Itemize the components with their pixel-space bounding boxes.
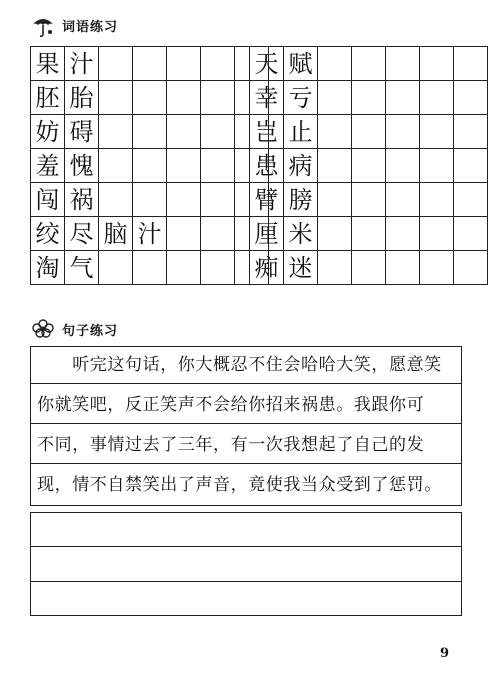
blank-practice-cell[interactable] bbox=[420, 149, 454, 183]
blank-practice-cell[interactable] bbox=[386, 115, 420, 149]
vocab-row bbox=[250, 217, 488, 251]
vocab-character-cell: 妨 bbox=[31, 115, 65, 149]
blank-practice-cell[interactable] bbox=[201, 115, 235, 149]
blank-practice-cell[interactable] bbox=[99, 81, 133, 115]
vocab-section-title: 词语练习 bbox=[62, 19, 119, 35]
sentence-line: 不同，事情过去了三年，有一次我想起了自己的发 bbox=[31, 427, 461, 464]
vocab-character-cell: 淘 bbox=[31, 251, 65, 285]
vocab-row bbox=[250, 183, 488, 217]
blank-practice-cell[interactable] bbox=[167, 115, 201, 149]
blank-practice-cell[interactable] bbox=[420, 81, 454, 115]
blank-practice-cell[interactable] bbox=[318, 183, 352, 217]
vocab-section-header bbox=[30, 12, 118, 38]
blank-practice-cell[interactable] bbox=[420, 115, 454, 149]
vocab-character-cell: 痴 bbox=[250, 251, 284, 285]
vocab-character-cell: 赋 bbox=[284, 47, 318, 81]
vocab-character-cell: 碍 bbox=[65, 115, 99, 149]
vocab-row bbox=[31, 149, 269, 183]
blank-practice-cell[interactable] bbox=[352, 149, 386, 183]
vocab-character-cell: 迷 bbox=[284, 251, 318, 285]
blank-practice-cell[interactable] bbox=[318, 251, 352, 285]
vocab-character-cell: 幸 bbox=[250, 81, 284, 115]
blank-practice-cell[interactable] bbox=[318, 149, 352, 183]
vocab-character-cell: 病 bbox=[284, 149, 318, 183]
blank-practice-cell[interactable] bbox=[386, 47, 420, 81]
vocab-row bbox=[250, 81, 488, 115]
blank-practice-cell[interactable] bbox=[386, 81, 420, 115]
blank-practice-cell[interactable] bbox=[133, 183, 167, 217]
blank-practice-cell[interactable] bbox=[133, 47, 167, 81]
blank-practice-cell[interactable] bbox=[167, 81, 201, 115]
blank-practice-cell[interactable] bbox=[352, 47, 386, 81]
blank-practice-cell[interactable] bbox=[454, 47, 488, 81]
blank-practice-cell[interactable] bbox=[420, 47, 454, 81]
vocab-character-cell: 臂 bbox=[250, 183, 284, 217]
blank-practice-cell[interactable] bbox=[201, 149, 235, 183]
blank-practice-cell[interactable] bbox=[167, 217, 201, 251]
sentence-line: 你就笑吧，反正笑声不会给你招来祸患。我跟你可 bbox=[31, 387, 461, 424]
vocab-character-cell: 尽 bbox=[65, 217, 99, 251]
blank-practice-cell[interactable] bbox=[201, 251, 235, 285]
sentence-box bbox=[30, 346, 462, 506]
writing-practice-box[interactable] bbox=[30, 512, 462, 616]
vocab-row bbox=[31, 81, 269, 115]
blank-practice-cell[interactable] bbox=[318, 115, 352, 149]
vocab-character-cell: 亏 bbox=[284, 81, 318, 115]
vocab-character-cell: 天 bbox=[250, 47, 284, 81]
vocab-character-cell: 脑 bbox=[99, 217, 133, 251]
vocab-row bbox=[250, 47, 488, 81]
vocab-character-cell: 汁 bbox=[65, 47, 99, 81]
blank-practice-cell[interactable] bbox=[386, 183, 420, 217]
vocab-row bbox=[250, 149, 488, 183]
vocab-character-cell: 岂 bbox=[250, 115, 284, 149]
blank-practice-cell[interactable] bbox=[133, 251, 167, 285]
blank-practice-cell[interactable] bbox=[167, 47, 201, 81]
page-number: 9 bbox=[440, 646, 450, 661]
blank-practice-cell[interactable] bbox=[454, 251, 488, 285]
vocab-row bbox=[31, 115, 269, 149]
blank-practice-cell[interactable] bbox=[386, 149, 420, 183]
writing-line bbox=[31, 581, 461, 582]
vocab-grid-left bbox=[30, 46, 269, 285]
sentence-section-title: 句子练习 bbox=[62, 323, 119, 339]
blank-practice-cell[interactable] bbox=[352, 251, 386, 285]
vocab-character-cell: 止 bbox=[284, 115, 318, 149]
blank-practice-cell[interactable] bbox=[454, 149, 488, 183]
blank-practice-cell[interactable] bbox=[201, 217, 235, 251]
vocab-character-cell: 胚 bbox=[31, 81, 65, 115]
blank-practice-cell[interactable] bbox=[352, 115, 386, 149]
blank-practice-cell[interactable] bbox=[318, 217, 352, 251]
sentence-section-header bbox=[30, 316, 118, 342]
blank-practice-cell[interactable] bbox=[99, 115, 133, 149]
vocab-row bbox=[31, 183, 269, 217]
blank-practice-cell[interactable] bbox=[133, 149, 167, 183]
blank-practice-cell[interactable] bbox=[99, 47, 133, 81]
vocab-character-cell: 厘 bbox=[250, 217, 284, 251]
blank-practice-cell[interactable] bbox=[99, 183, 133, 217]
blank-practice-cell[interactable] bbox=[99, 149, 133, 183]
blank-practice-cell[interactable] bbox=[386, 217, 420, 251]
blank-practice-cell[interactable] bbox=[201, 81, 235, 115]
blank-practice-cell[interactable] bbox=[454, 81, 488, 115]
vocab-row bbox=[31, 217, 269, 251]
blank-practice-cell[interactable] bbox=[133, 115, 167, 149]
vocab-character-cell: 膀 bbox=[284, 183, 318, 217]
vocab-character-cell: 汁 bbox=[133, 217, 167, 251]
blank-practice-cell[interactable] bbox=[201, 47, 235, 81]
vocab-character-cell: 愧 bbox=[65, 149, 99, 183]
blank-practice-cell[interactable] bbox=[420, 217, 454, 251]
vocab-row bbox=[250, 251, 488, 285]
sentence-line: 听完这句话，你大概忍不住会哈哈大笑，愿意笑 bbox=[31, 347, 461, 384]
blank-practice-cell[interactable] bbox=[318, 47, 352, 81]
vocab-character-cell: 米 bbox=[284, 217, 318, 251]
blank-practice-cell[interactable] bbox=[386, 251, 420, 285]
blank-practice-cell[interactable] bbox=[318, 81, 352, 115]
vocab-character-cell: 气 bbox=[65, 251, 99, 285]
sentence-line: 现，情不自禁笑出了声音，竟使我当众受到了惩罚。 bbox=[37, 475, 442, 495]
blank-practice-cell[interactable] bbox=[167, 251, 201, 285]
blank-practice-cell[interactable] bbox=[201, 183, 235, 217]
vocab-row bbox=[250, 115, 488, 149]
vocab-grid-right bbox=[249, 46, 488, 285]
vocab-character-cell: 绞 bbox=[31, 217, 65, 251]
blank-practice-cell[interactable] bbox=[99, 251, 133, 285]
blank-practice-cell[interactable] bbox=[352, 81, 386, 115]
vocab-row bbox=[31, 251, 269, 285]
vocab-character-cell: 果 bbox=[31, 47, 65, 81]
umbrella-icon bbox=[30, 12, 56, 38]
blank-practice-cell[interactable] bbox=[454, 115, 488, 149]
vocab-character-cell: 胎 bbox=[65, 81, 99, 115]
vocab-character-cell: 患 bbox=[250, 149, 284, 183]
flower-icon bbox=[30, 316, 56, 342]
blank-practice-cell[interactable] bbox=[420, 251, 454, 285]
blank-practice-cell[interactable] bbox=[167, 183, 201, 217]
vocab-row bbox=[31, 47, 269, 81]
blank-practice-cell[interactable] bbox=[454, 183, 488, 217]
blank-practice-cell[interactable] bbox=[420, 183, 454, 217]
vocab-character-cell: 祸 bbox=[65, 183, 99, 217]
blank-practice-cell[interactable] bbox=[454, 217, 488, 251]
blank-practice-cell[interactable] bbox=[167, 149, 201, 183]
vocab-character-cell: 闯 bbox=[31, 183, 65, 217]
blank-practice-cell[interactable] bbox=[352, 183, 386, 217]
blank-practice-cell[interactable] bbox=[352, 217, 386, 251]
writing-line bbox=[31, 546, 461, 547]
vocab-character-cell: 羞 bbox=[31, 149, 65, 183]
blank-practice-cell[interactable] bbox=[133, 81, 167, 115]
